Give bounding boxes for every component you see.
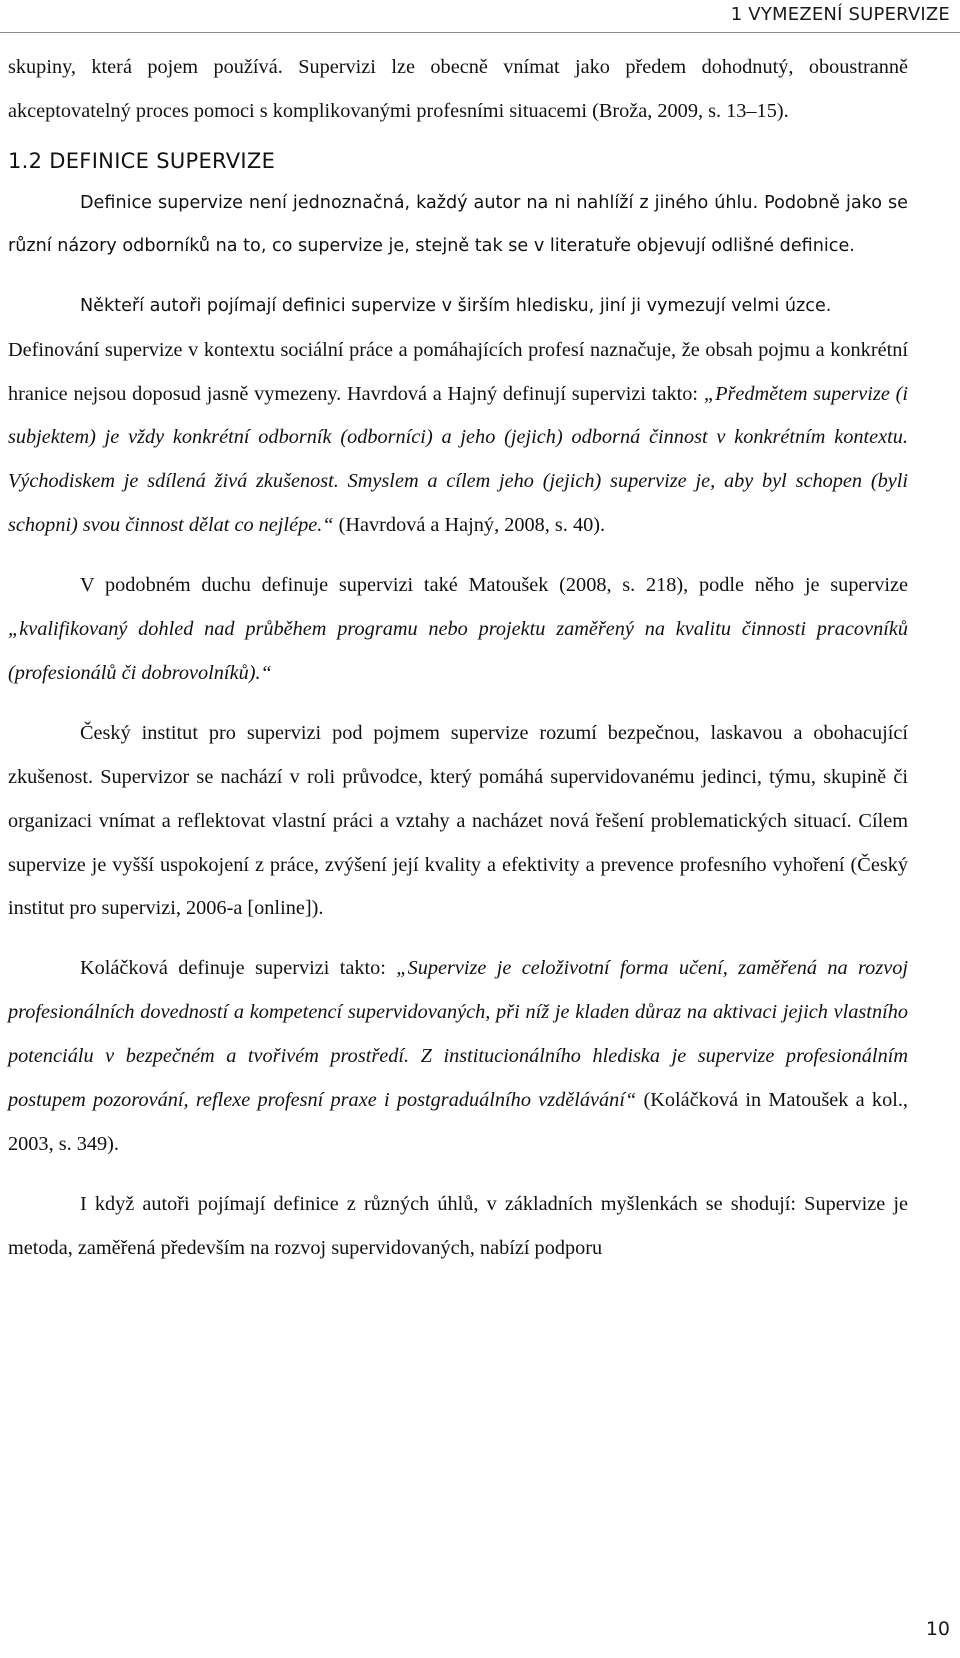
- quote-kolackova: „Supervize je celoživotní forma učení, zaměřená na rozvoj profesionálních dovedností a kompetencí supervidovaných, při níž je kladen důraz na aktivaci jejich vlastního potenciálu v bezpečném a tvořivém prostředí. Z institucionálního hlediska je supervize profesionálním postupem pozorování, reflexe profesní praxe i postgraduálního vzdělávání“: [8, 957, 908, 1112]
- section-heading: 1.2 DEFINICE SUPERVIZE: [8, 148, 276, 173]
- paragraph-authors-scope: Někteří autoři pojímají definici supervize v širším hledisku, jiní ji vymezují velmi úzce.: [80, 296, 832, 316]
- paragraph-kolackova: [8, 947, 908, 1167]
- paragraph-text: Definování supervize v kontextu sociální práce a pomáhajících profesí naznačuje, že obsah pojmu a konkrétní hranice nejsou doposud jasně vymezeny. Havrdová a Hajný definují supervizi takto:: [8, 338, 908, 405]
- page-number: 10: [925, 1618, 950, 1640]
- paragraph-havrdova-hajny: [8, 329, 908, 549]
- running-header: 1 VYMEZENÍ SUPERVIZE: [730, 4, 950, 25]
- page-body: [8, 46, 908, 1271]
- quote-havrdova-hajny: „Předmětem supervize (i subjektem) je vždy konkrétní odborník (odborníci) a jeho (jejich) odborná činnost v konkrétním kontextu. Východiskem je sdílená živá zkušenost. Smyslem a cílem jeho (jejich) supervize je, aby byl schopen (byli schopni) svou činnost dělat co nejlépe.“: [8, 382, 909, 537]
- paragraph-matousek: [8, 564, 908, 696]
- citation-havrdova-hajny: (Havrdová a Hajný, 2008, s. 40).: [338, 514, 606, 537]
- quote-matousek: „kvalifikovaný dohled nad průběhem programu nebo projektu zaměřený na kvalitu činnosti pracovníků (profesionálů či dobrovolníků).“: [8, 618, 908, 684]
- citation-kolackova: (Koláčková in Matoušek a kol., 2003, s. 349).: [8, 1089, 908, 1155]
- paragraph-text: V podobném duchu definuje supervizi také Matoušek (2008, s. 218), podle něho je supervize: [80, 574, 908, 597]
- paragraph-definition-variety: Definice supervize není jednoznačná, každý autor na ni nahlíží z jiného úhlu. Podobně jako se různí názory odborníků na to, co supervize je, stejně tak se v literatuře objevují odlišné definice.: [8, 192, 908, 257]
- paragraph-intro-continued: skupiny, která pojem používá. Supervizi lze obecně vnímat jako předem dohodnutý, oboustranně akceptovatelný proces pomoci s komplikovanými profesními situacemi (Broža, 2009, s. 13–15).: [8, 56, 908, 122]
- header-rule: [0, 32, 960, 33]
- paragraph-cesky-institut: Český institut pro supervizi pod pojmem supervize rozumí bezpečnou, laskavou a obohacující zkušenost. Supervizor se nachází v roli průvodce, který pomáhá supervidovanému jedinci, týmu, skupině či organizaci vnímat a reflektovat vlastní práci a vztahy a nacházet nová řešení problematických situací. Cílem supervize je vyšší uspokojení z práce, zvýšení její kvality a efektivity a prevence profesního vyhoření (Český institut pro supervizi, 2006-a [online]).: [8, 721, 908, 920]
- paragraph-text: Koláčková definuje supervizi takto:: [80, 957, 386, 980]
- paragraph-summary: I když autoři pojímají definice z různých úhlů, v základních myšlenkách se shodují: Supervize je metoda, zaměřená především na rozvoj supervidovaných, nabízí podporu: [8, 1192, 908, 1259]
